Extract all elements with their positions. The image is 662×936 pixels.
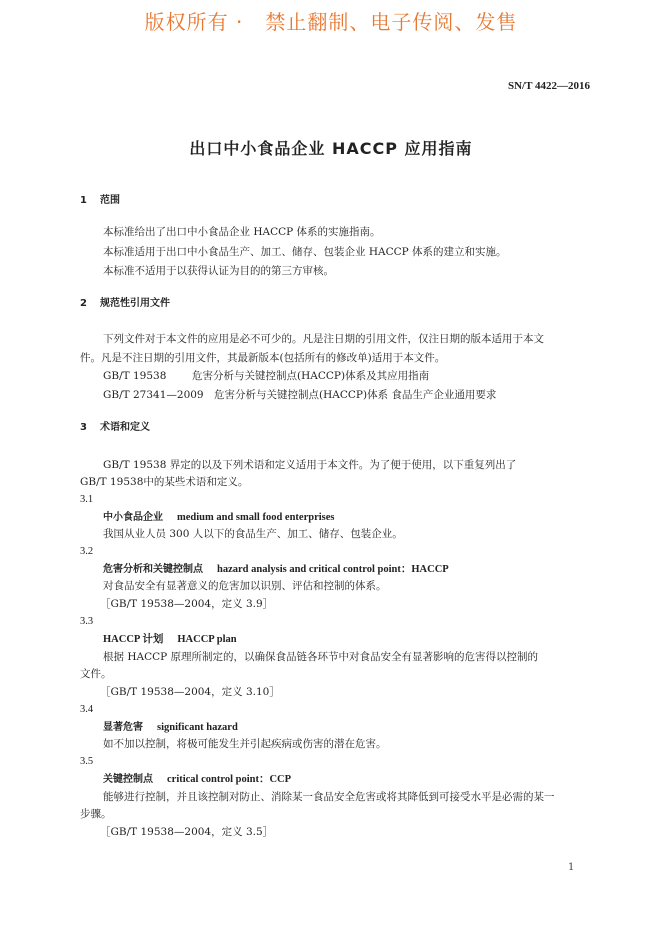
section-number: 2 <box>80 298 87 309</box>
term-definition: 我国从业人员 300 人以下的食品生产、加工、储存、包装企业。 <box>103 528 403 540</box>
term-number: 3.5 <box>80 756 94 767</box>
term-definition: 对食品安全有显著意义的危害加以识别、评估和控制的体系。 <box>103 580 387 592</box>
reference-item <box>103 388 496 402</box>
term-heading <box>103 562 449 577</box>
term-definition: 步骤。 <box>80 808 112 820</box>
section-number: 3 <box>80 422 87 433</box>
term-english: significant hazard <box>157 722 238 733</box>
paragraph: GB/T 19538 界定的以及下列术语和定义适用于本文件。为了便于使用，以下重复列出了 <box>103 459 517 471</box>
section-2-heading <box>80 297 170 311</box>
paragraph: 下列文件对于本文件的应用是必不可少的。凡是注日期的引用文件，仅注日期的版本适用于本文 <box>103 333 544 345</box>
term-english: hazard analysis and critical control point：HACCP <box>217 564 449 575</box>
term-chinese: 关键控制点 <box>103 774 153 785</box>
page-number: 1 <box>568 862 575 873</box>
term-number: 3.1 <box>80 494 94 505</box>
paragraph: 本标准适用于出口中小食品生产、加工、储存、包装企业 HACCP 体系的建立和实施。 <box>103 246 507 258</box>
term-chinese: 危害分析和关键控制点 <box>103 564 203 575</box>
term-number: 3.4 <box>80 704 94 715</box>
term-chinese: 中小食品企业 <box>103 512 163 523</box>
term-definition: 文件。 <box>80 668 112 680</box>
reference-item <box>103 369 429 383</box>
reference-title: 危害分析与关键控制点(HACCP)体系 食品生产企业通用要求 <box>214 389 497 401</box>
reference-code: GB/T 27341—2009 <box>103 389 204 401</box>
paragraph: GB/T 19538中的某些术语和定义。 <box>80 476 249 488</box>
standard-number: SN/T 4422—2016 <box>507 80 590 92</box>
reference-title: 危害分析与关键控制点(HACCP)体系及其应用指南 <box>192 370 430 382</box>
term-number: 3.2 <box>80 546 94 557</box>
section-title: 范围 <box>100 195 120 206</box>
term-heading <box>103 720 238 735</box>
section-1-heading <box>80 194 120 208</box>
paragraph: 件。凡是不注日期的引用文件，其最新版本(包括所有的修改单)适用于本文件。 <box>80 352 446 364</box>
term-heading <box>103 772 291 787</box>
section-3-heading <box>80 421 150 435</box>
term-heading <box>103 632 237 647</box>
section-title: 术语和定义 <box>100 422 150 433</box>
term-definition: 如不加以控制，将极可能发生并引起疾病或伤害的潜在危害。 <box>103 738 387 750</box>
copyright-watermark: 版权所有 · 禁止翻制、电子传阅、发售 <box>144 10 518 34</box>
section-number: 1 <box>80 195 87 206</box>
term-number: 3.3 <box>80 616 94 627</box>
term-heading <box>103 510 335 525</box>
term-english: critical control point：CCP <box>167 774 292 785</box>
reference-code: GB/T 19538 <box>103 370 167 382</box>
term-definition: 能够进行控制，并且该控制对防止、消除某一食品安全危害或将其降低到可接受水平是必需的某一 <box>103 791 555 803</box>
section-title: 规范性引用文件 <box>100 298 170 309</box>
term-english: HACCP plan <box>177 634 237 645</box>
term-chinese: HACCP 计划 <box>103 634 164 645</box>
term-source: ［GB/T 19538—2004，定义 3.5］ <box>100 826 274 838</box>
paragraph: 本标准给出了出口中小食品企业 HACCP 体系的实施指南。 <box>103 226 381 238</box>
paragraph: 本标准不适用于以获得认证为目的的第三方审核。 <box>103 265 334 277</box>
term-chinese: 显著危害 <box>103 722 143 733</box>
term-source: ［GB/T 19538—2004，定义 3.9］ <box>100 598 274 610</box>
term-definition: 根据 HACCP 原理所制定的，以确保食品链各环节中对食品安全有显著影响的危害得以控制的 <box>103 651 539 663</box>
term-english: medium and small food enterprises <box>177 512 335 523</box>
term-source: ［GB/T 19538—2004，定义 3.10］ <box>100 686 280 698</box>
document-title: 出口中小食品企业 HACCP 应用指南 <box>189 139 473 158</box>
